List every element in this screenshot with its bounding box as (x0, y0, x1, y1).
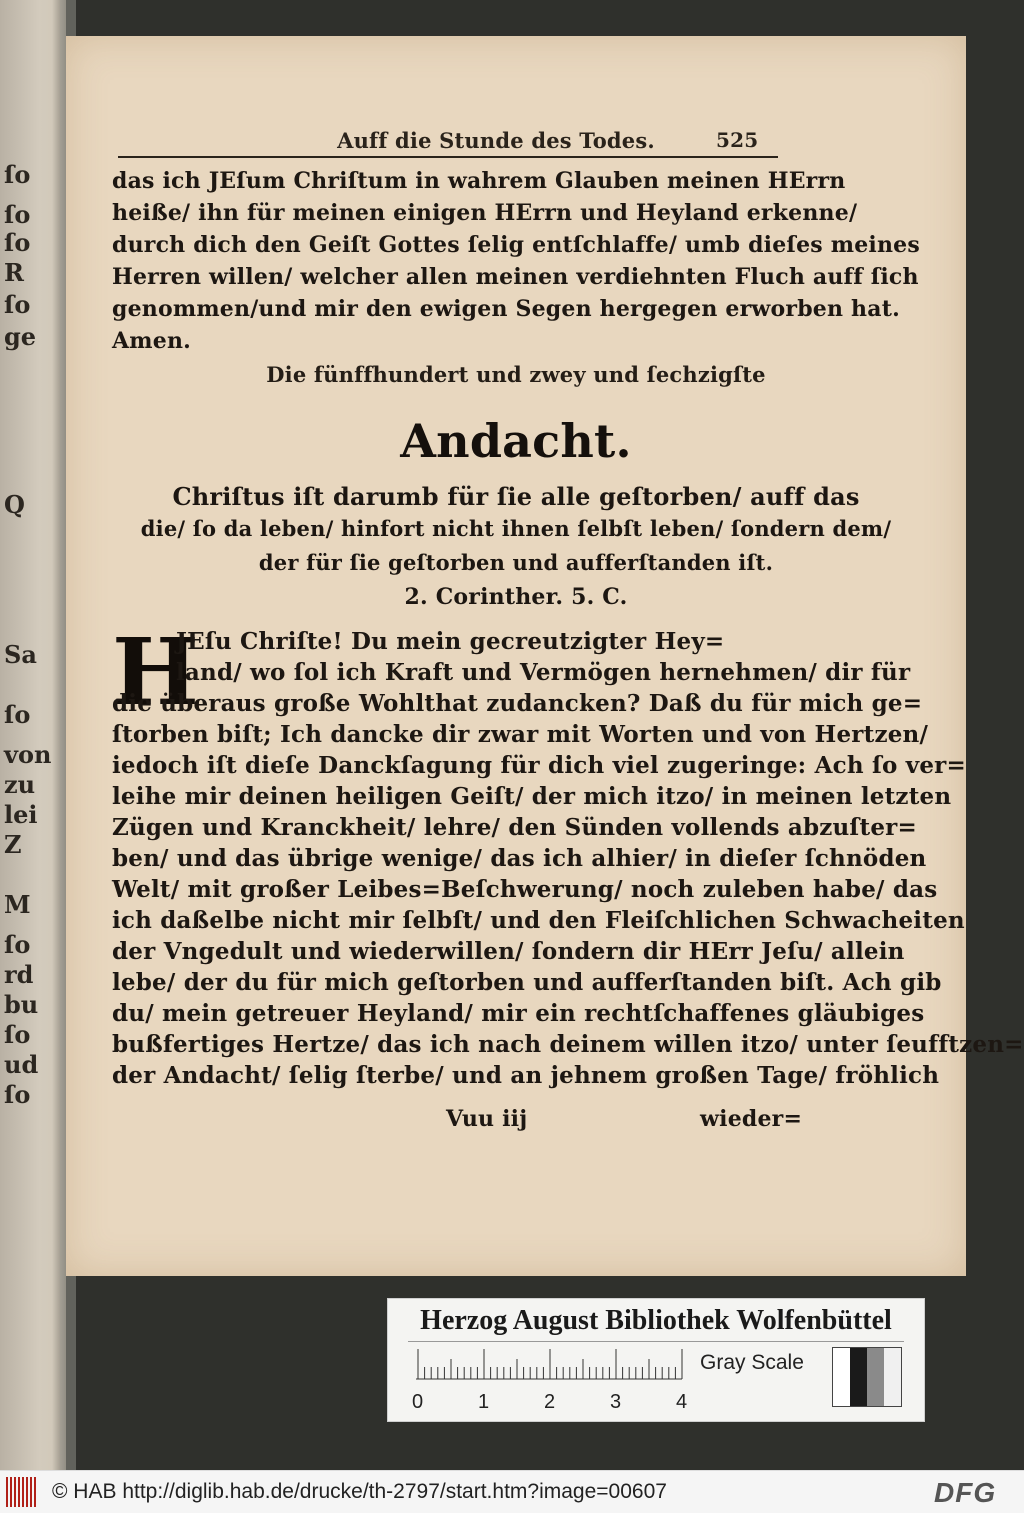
section-heading: Die fünffhundert und zwey und ſechzigſte (266, 362, 766, 387)
book-page (66, 36, 1024, 1276)
text-line: ſtorben biſt; Ich dancke dir zwar mit Worten und von Hertzen/ (112, 721, 929, 748)
grayscale-swatch (832, 1347, 902, 1407)
copyright-url[interactable]: © HAB http://diglib.hab.de/drucke/th-2797/start.htm?image=00607 (52, 1480, 667, 1503)
text-line: Welt/ mit großer Leibes=Beſchwerung/ noch zuleben habe/ das (112, 876, 938, 903)
text-line: heiße/ ihn für meinen einigen HErrn und Heyland erkenne/ (112, 200, 858, 226)
barcode-icon (6, 1477, 38, 1507)
text-line: Amen. (112, 328, 191, 354)
left-page-fragment: ſo (4, 228, 31, 257)
text-line: ben/ und das übrige wenige/ das ich alhier/ in dieſer ſchnöden (112, 845, 927, 872)
text-line: der Vngedult und wiederwillen/ ſondern dir HErr Jeſu/ allein (112, 938, 905, 965)
viewer-footer (0, 1470, 1024, 1513)
left-page-fragment: bu (4, 990, 39, 1019)
header-rule (118, 156, 778, 158)
grayscale-patch (850, 1348, 867, 1406)
left-page-fragment: Z (4, 830, 22, 859)
left-page-fragment: R (4, 258, 24, 287)
motto-line: Chriſtus iſt darumb für ſie alle geſtorben/ auff das (172, 482, 860, 511)
text-line: bußfertiges Hertze/ das ich nach deinem willen itzo/ unter ſeufftzen= (112, 1031, 1024, 1058)
ruler-number: 3 (610, 1391, 622, 1413)
left-page-fragment: Q (4, 490, 25, 519)
library-color-chart (387, 1298, 925, 1422)
text-line: du/ mein getreuer Heyland/ mir ein rechtſchaffenes gläubiges (112, 1000, 925, 1027)
left-page-fragment: ſo (4, 930, 31, 959)
grayscale-patch (867, 1348, 884, 1406)
banner-divider (408, 1341, 904, 1342)
left-page-fragment: lei (4, 800, 38, 829)
text-line: leihe mir deinen heiligen Geiſt/ der mich itzo/ in meinen letzten (112, 783, 952, 810)
text-line: Herren willen/ welcher allen meinen verdiehnten Fluch auff ſich (112, 264, 919, 290)
text-line: genommen/und mir den ewigen Segen hergegen erworben hat. (112, 296, 900, 322)
running-head: Auff die Stunde des Todes. (337, 128, 655, 153)
left-page-fragment: ge (4, 322, 37, 351)
adjacent-page-strip (0, 0, 66, 1470)
left-page-fragment: ſo (4, 290, 31, 319)
left-page-fragment: ſo (4, 1020, 31, 1049)
motto-line: die/ ſo da leben/ hinfort nicht ihnen ſelbſt leben/ ſondern dem/ (140, 516, 892, 541)
left-page-fragment: ſo (4, 1080, 31, 1109)
motto-line: 2. Corinther. 5. C. (404, 584, 628, 610)
library-name: Herzog August Bibliothek Wolfenbüttel (420, 1305, 892, 1336)
text-line: lebe/ der du für mich geſtorben und aufferſtanden biſt. Ach gib (112, 969, 942, 996)
left-page-fragment: von (4, 740, 52, 769)
text-line: ich daßelbe nicht mir ſelbſt/ und den Fleiſchlichen Schwacheiten (112, 907, 965, 934)
ruler-number: 0 (412, 1391, 424, 1413)
text-line: land/ wo ſol ich Kraft und Vermögen hernehmen/ dir für (176, 659, 911, 686)
left-page-fragment: ſo (4, 160, 31, 189)
left-page-fragment: ſo (4, 200, 31, 229)
ruler-number: 1 (478, 1391, 490, 1413)
grayscale-patch (833, 1348, 850, 1406)
page-number: 525 (716, 128, 759, 152)
ruler-number: 4 (676, 1391, 688, 1413)
catchword: wieder= (700, 1106, 803, 1132)
motto-line: der für ſie geſtorben und aufferſtanden iſt. (258, 550, 774, 575)
left-page-fragment: rd (4, 960, 34, 989)
grayscale-patch (884, 1348, 901, 1406)
ruler-number: 2 (544, 1391, 556, 1413)
ruler-scale (416, 1349, 686, 1383)
text-line: iedoch iſt dieſe Danckſagung für dich viel zugeringe: Ach ſo ver= (112, 752, 966, 779)
text-line: Zügen und Kranckheit/ lehre/ den Sünden vollends abzuſter= (112, 814, 917, 841)
left-page-fragment: zu (4, 770, 36, 799)
signature-mark: Vuu iij (446, 1106, 528, 1132)
left-page-fragment: ud (4, 1050, 39, 1079)
text-line: der Andacht/ ſelig ſterbe/ und an jehnem großen Tage/ fröhlich (112, 1062, 940, 1089)
drop-cap: H (112, 618, 200, 726)
left-page-fragment: Sa (4, 640, 37, 669)
text-line: das ich JEſum Chriſtum in wahrem Glauben meinen HErrn (112, 168, 846, 194)
text-line: die überaus große Wohlthat zudancken? Daß du für mich ge= (112, 690, 923, 717)
andacht-title: Andacht. (400, 414, 632, 468)
text-line: JEſu Chriſte! Du mein gecreutzigter Hey= (176, 628, 725, 655)
text-line: durch dich den Geiſt Gottes ſelig entſchlaffe/ umb dieſes meines (112, 232, 920, 258)
dfg-logo: DFG (934, 1477, 997, 1508)
left-page-fragment: ſo (4, 700, 31, 729)
grayscale-label: Gray Scale (700, 1351, 804, 1374)
page-content (66, 36, 1024, 1276)
left-page-fragment: M (4, 890, 31, 919)
